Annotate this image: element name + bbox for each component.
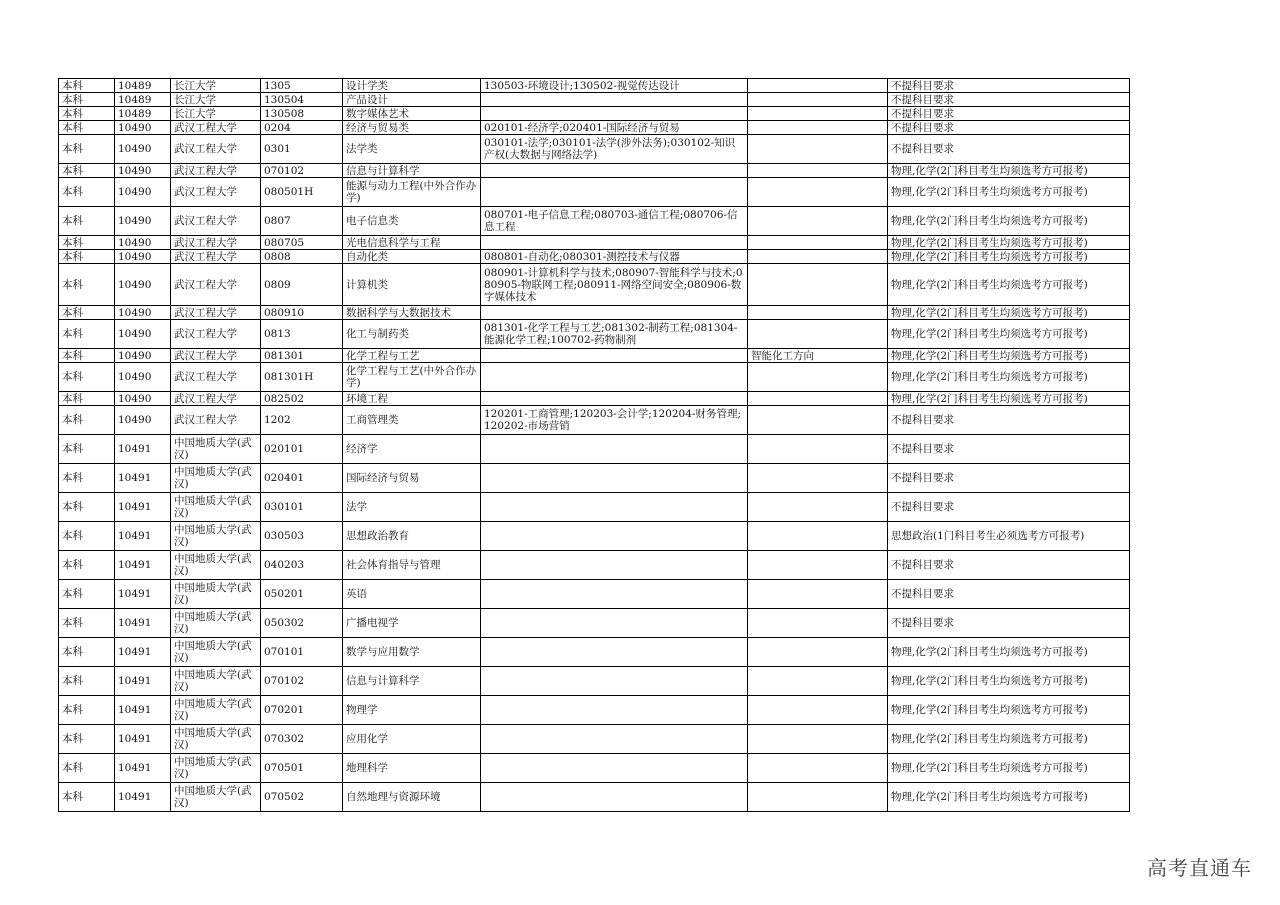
included-majors-cell <box>481 696 748 725</box>
table-row <box>59 551 1130 580</box>
school-code-cell: 10490 <box>115 349 171 363</box>
watermark: 高考直通车 <box>1147 856 1252 880</box>
included-majors-cell <box>481 580 748 609</box>
table-row <box>59 392 1130 406</box>
subject-requirement-cell: 思想政治(1门科目考生必须选考方可报考) <box>888 522 1130 551</box>
subject-requirement-cell: 物理,化学(2门科目考生均须选考方可报考) <box>888 696 1130 725</box>
table-row <box>59 754 1130 783</box>
level-cell: 本科 <box>59 435 115 464</box>
major-name-cell: 产品设计 <box>343 93 481 107</box>
major-code-cell: 080501H <box>261 178 343 207</box>
major-name-cell: 环境工程 <box>343 392 481 406</box>
major-name-cell: 信息与计算科学 <box>343 667 481 696</box>
school-code-cell: 10491 <box>115 667 171 696</box>
school-code-cell: 10491 <box>115 551 171 580</box>
included-majors-cell <box>481 638 748 667</box>
level-cell: 本科 <box>59 320 115 349</box>
remark-cell <box>748 306 888 320</box>
level-cell: 本科 <box>59 164 115 178</box>
school-code-cell: 10490 <box>115 363 171 392</box>
major-name-cell: 计算机类 <box>343 264 481 306</box>
included-majors-cell: 080701-电子信息工程;080703-通信工程;080706-信息工程 <box>481 207 748 236</box>
major-name-cell: 数据科学与大数据技术 <box>343 306 481 320</box>
school-code-cell: 10490 <box>115 178 171 207</box>
school-code-cell: 10491 <box>115 725 171 754</box>
major-name-cell: 工商管理类 <box>343 406 481 435</box>
remark-cell <box>748 250 888 264</box>
school-name-cell: 长江大学 <box>171 107 261 121</box>
remark-cell <box>748 754 888 783</box>
level-cell: 本科 <box>59 609 115 638</box>
included-majors-cell <box>481 93 748 107</box>
major-name-cell: 法学类 <box>343 135 481 164</box>
table-row <box>59 178 1130 207</box>
school-code-cell: 10491 <box>115 638 171 667</box>
school-code-cell: 10491 <box>115 522 171 551</box>
subject-requirement-cell: 物理,化学(2门科目考生均须选考方可报考) <box>888 667 1130 696</box>
table-row <box>59 93 1130 107</box>
remark-cell <box>748 363 888 392</box>
remark-cell <box>748 725 888 754</box>
table-row <box>59 522 1130 551</box>
level-cell: 本科 <box>59 667 115 696</box>
school-code-cell: 10490 <box>115 392 171 406</box>
school-code-cell: 10490 <box>115 320 171 349</box>
table-row <box>59 236 1130 250</box>
major-code-cell: 130508 <box>261 107 343 121</box>
major-name-cell: 化工与制药类 <box>343 320 481 349</box>
remark-cell <box>748 493 888 522</box>
subject-requirement-cell: 不提科目要求 <box>888 406 1130 435</box>
table-row <box>59 696 1130 725</box>
subject-requirement-cell: 物理,化学(2门科目考生均须选考方可报考) <box>888 349 1130 363</box>
major-code-cell: 070302 <box>261 725 343 754</box>
subject-requirement-cell: 物理,化学(2门科目考生均须选考方可报考) <box>888 638 1130 667</box>
school-code-cell: 10490 <box>115 164 171 178</box>
school-name-cell: 武汉工程大学 <box>171 250 261 264</box>
school-name-cell: 武汉工程大学 <box>171 406 261 435</box>
table-row <box>59 609 1130 638</box>
school-code-cell: 10491 <box>115 696 171 725</box>
included-majors-cell <box>481 667 748 696</box>
major-name-cell: 经济与贸易类 <box>343 121 481 135</box>
school-code-cell: 10491 <box>115 435 171 464</box>
school-code-cell: 10489 <box>115 107 171 121</box>
subject-requirement-cell: 不提科目要求 <box>888 93 1130 107</box>
subject-requirement-cell: 物理,化学(2门科目考生均须选考方可报考) <box>888 264 1130 306</box>
major-name-cell: 光电信息科学与工程 <box>343 236 481 250</box>
school-name-cell: 中国地质大学(武汉) <box>171 667 261 696</box>
table-row <box>59 638 1130 667</box>
major-code-cell: 070201 <box>261 696 343 725</box>
school-name-cell: 武汉工程大学 <box>171 236 261 250</box>
school-name-cell: 武汉工程大学 <box>171 178 261 207</box>
included-majors-cell: 120201-工商管理;120203-会计学;120204-财务管理;120202-市场营销 <box>481 406 748 435</box>
school-code-cell: 10491 <box>115 464 171 493</box>
remark-cell <box>748 178 888 207</box>
table-row <box>59 493 1130 522</box>
school-name-cell: 中国地质大学(武汉) <box>171 580 261 609</box>
table-row <box>59 667 1130 696</box>
school-name-cell: 武汉工程大学 <box>171 320 261 349</box>
major-code-cell: 070501 <box>261 754 343 783</box>
table-row <box>59 250 1130 264</box>
remark-cell <box>748 79 888 93</box>
school-code-cell: 10490 <box>115 135 171 164</box>
included-majors-cell <box>481 306 748 320</box>
school-code-cell: 10491 <box>115 580 171 609</box>
major-name-cell: 数字媒体艺术 <box>343 107 481 121</box>
major-name-cell: 地理科学 <box>343 754 481 783</box>
subject-requirement-cell: 不提科目要求 <box>888 135 1130 164</box>
school-name-cell: 中国地质大学(武汉) <box>171 696 261 725</box>
table-row <box>59 207 1130 236</box>
remark-cell <box>748 406 888 435</box>
subject-requirement-cell: 物理,化学(2门科目考生均须选考方可报考) <box>888 207 1130 236</box>
level-cell: 本科 <box>59 207 115 236</box>
level-cell: 本科 <box>59 79 115 93</box>
included-majors-cell <box>481 349 748 363</box>
major-code-cell: 0809 <box>261 264 343 306</box>
school-name-cell: 武汉工程大学 <box>171 349 261 363</box>
major-code-cell: 0301 <box>261 135 343 164</box>
major-code-cell: 070502 <box>261 783 343 812</box>
remark-cell <box>748 667 888 696</box>
school-name-cell: 中国地质大学(武汉) <box>171 783 261 812</box>
level-cell: 本科 <box>59 638 115 667</box>
subject-requirement-cell: 物理,化学(2门科目考生均须选考方可报考) <box>888 250 1130 264</box>
major-code-cell: 081301H <box>261 363 343 392</box>
major-code-cell: 081301 <box>261 349 343 363</box>
major-code-cell: 070102 <box>261 164 343 178</box>
admission-table <box>58 78 1130 812</box>
remark-cell: 智能化工方向 <box>748 349 888 363</box>
major-code-cell: 0813 <box>261 320 343 349</box>
subject-requirement-cell: 物理,化学(2门科目考生均须选考方可报考) <box>888 178 1130 207</box>
school-name-cell: 中国地质大学(武汉) <box>171 609 261 638</box>
school-name-cell: 武汉工程大学 <box>171 135 261 164</box>
major-name-cell: 能源与动力工程(中外合作办学) <box>343 178 481 207</box>
level-cell: 本科 <box>59 522 115 551</box>
subject-requirement-cell: 物理,化学(2门科目考生均须选考方可报考) <box>888 164 1130 178</box>
school-name-cell: 中国地质大学(武汉) <box>171 551 261 580</box>
major-code-cell: 020401 <box>261 464 343 493</box>
included-majors-cell <box>481 236 748 250</box>
included-majors-cell <box>481 551 748 580</box>
school-name-cell: 中国地质大学(武汉) <box>171 638 261 667</box>
level-cell: 本科 <box>59 363 115 392</box>
included-majors-cell: 020101-经济学;020401-国际经济与贸易 <box>481 121 748 135</box>
major-code-cell: 070102 <box>261 667 343 696</box>
school-code-cell: 10490 <box>115 121 171 135</box>
level-cell: 本科 <box>59 250 115 264</box>
remark-cell <box>748 264 888 306</box>
level-cell: 本科 <box>59 135 115 164</box>
level-cell: 本科 <box>59 107 115 121</box>
remark-cell <box>748 236 888 250</box>
table-row <box>59 306 1130 320</box>
school-code-cell: 10490 <box>115 264 171 306</box>
school-code-cell: 10491 <box>115 493 171 522</box>
subject-requirement-cell: 物理,化学(2门科目考生均须选考方可报考) <box>888 754 1130 783</box>
remark-cell <box>748 580 888 609</box>
remark-cell <box>748 522 888 551</box>
level-cell: 本科 <box>59 178 115 207</box>
school-name-cell: 中国地质大学(武汉) <box>171 725 261 754</box>
major-name-cell: 应用化学 <box>343 725 481 754</box>
subject-requirement-cell: 不提科目要求 <box>888 580 1130 609</box>
school-name-cell: 中国地质大学(武汉) <box>171 435 261 464</box>
included-majors-cell <box>481 464 748 493</box>
major-code-cell: 082502 <box>261 392 343 406</box>
school-name-cell: 武汉工程大学 <box>171 121 261 135</box>
level-cell: 本科 <box>59 464 115 493</box>
included-majors-cell <box>481 522 748 551</box>
level-cell: 本科 <box>59 236 115 250</box>
subject-requirement-cell: 物理,化学(2门科目考生均须选考方可报考) <box>888 236 1130 250</box>
table-row <box>59 580 1130 609</box>
table-row <box>59 464 1130 493</box>
subject-requirement-cell: 物理,化学(2门科目考生均须选考方可报考) <box>888 306 1130 320</box>
subject-requirement-cell: 不提科目要求 <box>888 551 1130 580</box>
included-majors-cell <box>481 493 748 522</box>
remark-cell <box>748 638 888 667</box>
major-name-cell: 自动化类 <box>343 250 481 264</box>
major-code-cell: 130504 <box>261 93 343 107</box>
subject-requirement-cell: 不提科目要求 <box>888 609 1130 638</box>
major-code-cell: 040203 <box>261 551 343 580</box>
level-cell: 本科 <box>59 696 115 725</box>
major-name-cell: 电子信息类 <box>343 207 481 236</box>
remark-cell <box>748 696 888 725</box>
school-name-cell: 中国地质大学(武汉) <box>171 493 261 522</box>
table-row <box>59 406 1130 435</box>
level-cell: 本科 <box>59 493 115 522</box>
included-majors-cell <box>481 107 748 121</box>
included-majors-cell <box>481 435 748 464</box>
level-cell: 本科 <box>59 121 115 135</box>
level-cell: 本科 <box>59 306 115 320</box>
subject-requirement-cell: 不提科目要求 <box>888 121 1130 135</box>
school-name-cell: 中国地质大学(武汉) <box>171 522 261 551</box>
remark-cell <box>748 783 888 812</box>
subject-requirement-cell: 不提科目要求 <box>888 464 1130 493</box>
table-row <box>59 435 1130 464</box>
table-row <box>59 363 1130 392</box>
school-name-cell: 武汉工程大学 <box>171 306 261 320</box>
included-majors-cell <box>481 609 748 638</box>
school-code-cell: 10491 <box>115 754 171 783</box>
included-majors-cell <box>481 783 748 812</box>
subject-requirement-cell: 物理,化学(2门科目考生均须选考方可报考) <box>888 725 1130 754</box>
school-name-cell: 中国地质大学(武汉) <box>171 464 261 493</box>
major-code-cell: 030503 <box>261 522 343 551</box>
major-code-cell: 080910 <box>261 306 343 320</box>
school-name-cell: 武汉工程大学 <box>171 392 261 406</box>
school-code-cell: 10491 <box>115 609 171 638</box>
major-name-cell: 国际经济与贸易 <box>343 464 481 493</box>
subject-requirement-cell: 物理,化学(2门科目考生均须选考方可报考) <box>888 363 1130 392</box>
major-name-cell: 思想政治教育 <box>343 522 481 551</box>
major-code-cell: 0807 <box>261 207 343 236</box>
included-majors-cell: 130503-环境设计;130502-视觉传达设计 <box>481 79 748 93</box>
major-code-cell: 0808 <box>261 250 343 264</box>
level-cell: 本科 <box>59 783 115 812</box>
major-name-cell: 法学 <box>343 493 481 522</box>
included-majors-cell: 030101-法学;030101-法学(涉外法务);030102-知识产权(大数据与网络法学) <box>481 135 748 164</box>
major-name-cell: 化学工程与工艺 <box>343 349 481 363</box>
remark-cell <box>748 464 888 493</box>
major-code-cell: 050201 <box>261 580 343 609</box>
included-majors-cell <box>481 164 748 178</box>
major-name-cell: 广播电视学 <box>343 609 481 638</box>
level-cell: 本科 <box>59 551 115 580</box>
major-name-cell: 社会体育指导与管理 <box>343 551 481 580</box>
school-code-cell: 10490 <box>115 406 171 435</box>
major-code-cell: 030101 <box>261 493 343 522</box>
school-code-cell: 10489 <box>115 79 171 93</box>
school-code-cell: 10490 <box>115 250 171 264</box>
subject-requirement-cell: 不提科目要求 <box>888 493 1130 522</box>
level-cell: 本科 <box>59 349 115 363</box>
school-code-cell: 10489 <box>115 93 171 107</box>
included-majors-cell <box>481 754 748 783</box>
major-code-cell: 1202 <box>261 406 343 435</box>
school-code-cell: 10491 <box>115 783 171 812</box>
major-code-cell: 020101 <box>261 435 343 464</box>
major-name-cell: 设计学类 <box>343 79 481 93</box>
table-row <box>59 121 1130 135</box>
table-row <box>59 264 1130 306</box>
level-cell: 本科 <box>59 580 115 609</box>
school-name-cell: 武汉工程大学 <box>171 363 261 392</box>
school-name-cell: 长江大学 <box>171 79 261 93</box>
remark-cell <box>748 392 888 406</box>
remark-cell <box>748 93 888 107</box>
remark-cell <box>748 435 888 464</box>
level-cell: 本科 <box>59 93 115 107</box>
included-majors-cell <box>481 392 748 406</box>
remark-cell <box>748 551 888 580</box>
subject-requirement-cell: 不提科目要求 <box>888 107 1130 121</box>
remark-cell <box>748 107 888 121</box>
major-code-cell: 080705 <box>261 236 343 250</box>
school-code-cell: 10490 <box>115 207 171 236</box>
included-majors-cell: 081301-化学工程与工艺;081302-制药工程;081304-能源化学工程;100702-药物制剂 <box>481 320 748 349</box>
table-row <box>59 349 1130 363</box>
major-name-cell: 信息与计算科学 <box>343 164 481 178</box>
major-name-cell: 物理学 <box>343 696 481 725</box>
included-majors-cell: 080901-计算机科学与技术;080907-智能科学与技术;080905-物联网工程;080911-网络空间安全;080906-数字媒体技术 <box>481 264 748 306</box>
major-code-cell: 0204 <box>261 121 343 135</box>
table-row <box>59 725 1130 754</box>
included-majors-cell <box>481 363 748 392</box>
table-row <box>59 135 1130 164</box>
level-cell: 本科 <box>59 392 115 406</box>
table-body <box>59 79 1130 812</box>
remark-cell <box>748 164 888 178</box>
table-row <box>59 107 1130 121</box>
major-name-cell: 化学工程与工艺(中外合作办学) <box>343 363 481 392</box>
subject-requirement-cell: 物理,化学(2门科目考生均须选考方可报考) <box>888 783 1130 812</box>
table-row <box>59 320 1130 349</box>
major-code-cell: 070101 <box>261 638 343 667</box>
remark-cell <box>748 609 888 638</box>
major-name-cell: 英语 <box>343 580 481 609</box>
level-cell: 本科 <box>59 406 115 435</box>
school-name-cell: 中国地质大学(武汉) <box>171 754 261 783</box>
school-name-cell: 武汉工程大学 <box>171 264 261 306</box>
subject-requirement-cell: 物理,化学(2门科目考生均须选考方可报考) <box>888 320 1130 349</box>
major-name-cell: 经济学 <box>343 435 481 464</box>
level-cell: 本科 <box>59 264 115 306</box>
subject-requirement-cell: 不提科目要求 <box>888 79 1130 93</box>
school-code-cell: 10490 <box>115 236 171 250</box>
level-cell: 本科 <box>59 754 115 783</box>
included-majors-cell <box>481 725 748 754</box>
school-name-cell: 武汉工程大学 <box>171 164 261 178</box>
included-majors-cell: 080801-自动化;080301-测控技术与仪器 <box>481 250 748 264</box>
remark-cell <box>748 135 888 164</box>
included-majors-cell <box>481 178 748 207</box>
major-name-cell: 数学与应用数学 <box>343 638 481 667</box>
major-code-cell: 050302 <box>261 609 343 638</box>
subject-requirement-cell: 不提科目要求 <box>888 435 1130 464</box>
table-row <box>59 79 1130 93</box>
school-name-cell: 武汉工程大学 <box>171 207 261 236</box>
major-code-cell: 1305 <box>261 79 343 93</box>
school-code-cell: 10490 <box>115 306 171 320</box>
table-row <box>59 783 1130 812</box>
remark-cell <box>748 320 888 349</box>
remark-cell <box>748 207 888 236</box>
remark-cell <box>748 121 888 135</box>
major-name-cell: 自然地理与资源环境 <box>343 783 481 812</box>
level-cell: 本科 <box>59 725 115 754</box>
subject-requirement-cell: 物理,化学(2门科目考生均须选考方可报考) <box>888 392 1130 406</box>
table-row <box>59 164 1130 178</box>
school-name-cell: 长江大学 <box>171 93 261 107</box>
